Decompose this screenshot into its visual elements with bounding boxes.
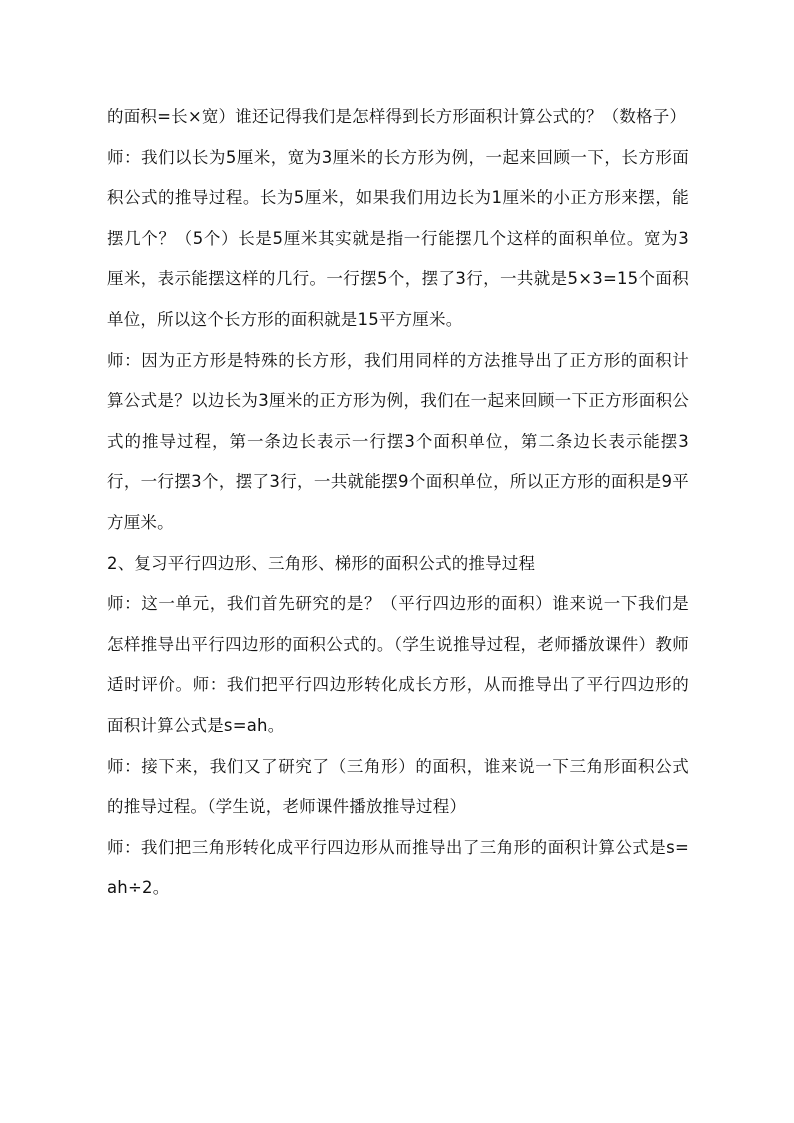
paragraph-rectangle-formula-intro: 的面积=长×宽）谁还记得我们是怎样得到长方形面积计算公式的？（数格子） [107, 107, 687, 126]
paragraph-triangle-intro: 师：接下来，我们又了研究了（三角形）的面积，谁来说一下三角形面积公式的推导过程。（学生说，老师课件播放推导过程） [107, 756, 689, 817]
section-heading-review: 2、复习平行四边形、三角形、梯形的面积公式的推导过程 [107, 553, 536, 573]
paragraph-parallelogram-derivation: 师：这一单元，我们首先研究的是？（平行四边形的面积）谁来说一下我们是怎样推导出平行四边形的面积公式的。（学生说推导过程，老师播放课件）教师适时评价。师：我们把平行四边形转化成长方形，从而推导出了平行四边形的面积计算公式是s=ah。 [107, 594, 689, 735]
paragraph-square-derivation: 师：因为正方形是特殊的长方形，我们用同样的方法推导出了正方形的面积计算公式是？以边长为3厘米的正方形为例，我们在一起来回顾一下正方形面积公式的推导过程，第一条边长表示一行摆3个面积单位，第二条边长表示能摆3行，一行摆3个，摆了3行，一共就能摆9个面积单位，所以正方形的面积是9平方厘米。 [107, 350, 689, 532]
document-body [107, 97, 689, 909]
paragraph-rectangle-derivation: 师：我们以长为5厘米，宽为3厘米的长方形为例，一起来回顾一下，长方形面积公式的推导过程。长为5厘米，如果我们用边长为1厘米的小正方形来摆，能摆几个？（5个）长是5厘米其实就是指一行能摆几个这样的面积单位。宽为3厘米，表示能摆这样的几行。一行摆5个，摆了3行，一共就是5×3=15个面积单位，所以这个长方形的面积就是15平方厘米。 [107, 147, 689, 329]
paragraph-triangle-formula: 师：我们把三角形转化成平行四边形从而推导出了三角形的面积计算公式是s=ah÷2。 [107, 837, 689, 898]
